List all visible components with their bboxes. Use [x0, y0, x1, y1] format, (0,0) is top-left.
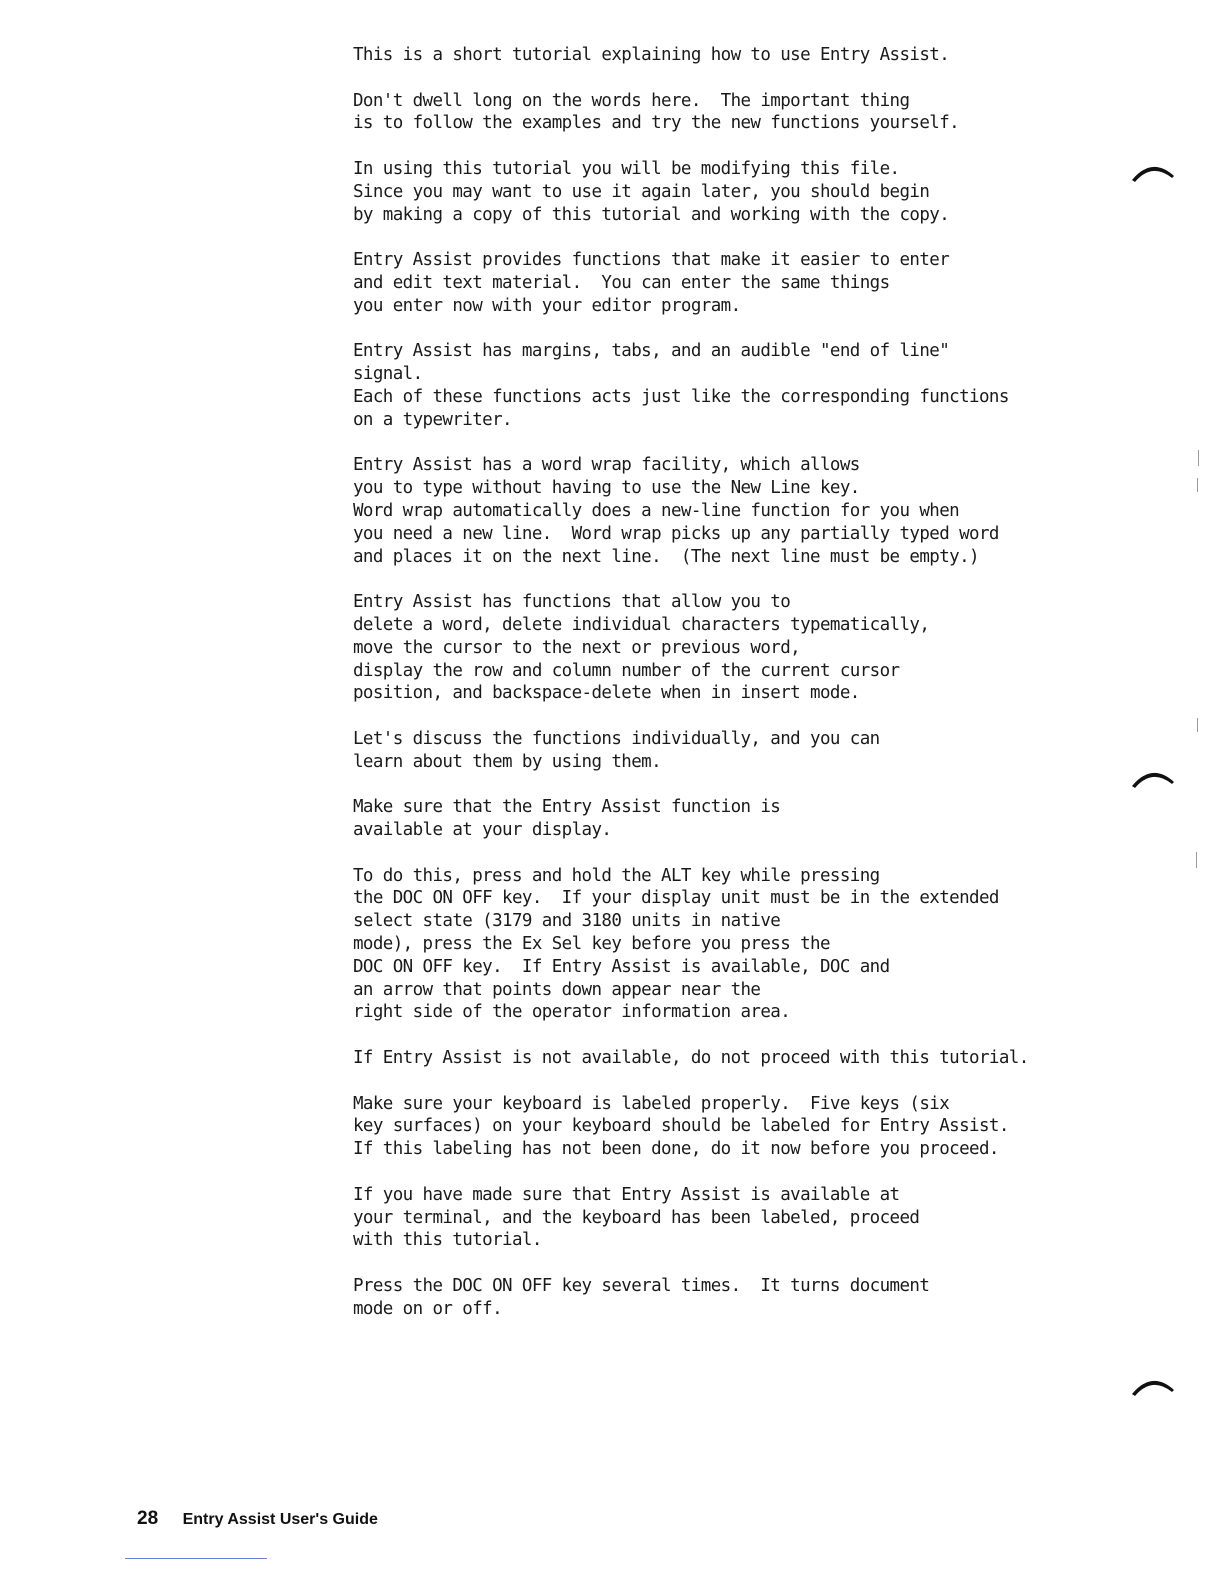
text-line: Each of these functions acts just like the corresponding functions: [353, 386, 1009, 407]
text-line: Since you may want to use it again later, you should begin: [353, 181, 930, 202]
text-line: position, and backspace-delete when in insert mode.: [353, 683, 860, 704]
text-line: you enter now with your editor program.: [353, 295, 741, 316]
text-line: Word wrap automatically does a new-line function for you when: [353, 500, 960, 521]
text-line: by making a copy of this tutorial and working with the copy.: [353, 204, 950, 225]
text-line: key surfaces) on your keyboard should be labeled for Entry Assist.: [353, 1116, 1009, 1137]
text-line: Entry Assist has a word wrap facility, which allows: [353, 455, 860, 476]
text-line: an arrow that points down appear near the: [353, 979, 761, 1000]
paragraph: [353, 90, 1033, 136]
paragraph: [353, 796, 1033, 842]
text-line: To do this, press and hold the ALT key while pressing: [353, 865, 880, 886]
paragraph: [353, 454, 1033, 568]
text-line: Entry Assist has functions that allow you to: [353, 592, 791, 613]
scan-mark: [1197, 718, 1198, 732]
paragraph: [353, 44, 1033, 67]
punch-hole-mark-top: [1130, 156, 1178, 186]
text-line: on a typewriter.: [353, 409, 512, 430]
text-line: display the row and column number of the current cursor: [353, 660, 900, 681]
text-line: In using this tutorial you will be modifying this file.: [353, 158, 900, 179]
page-footer: [137, 1508, 378, 1530]
paragraph: [353, 1184, 1033, 1252]
text-line: with this tutorial.: [353, 1230, 542, 1251]
paragraph: [353, 249, 1033, 317]
text-line: Press the DOC ON OFF key several times. It turns document: [353, 1276, 930, 1297]
scan-mark: [1197, 478, 1198, 492]
text-line: you need a new line. Word wrap picks up any partially typed word: [353, 523, 999, 544]
guide-title: Entry Assist User's Guide: [182, 1511, 378, 1528]
text-line: Make sure that the Entry Assist function is: [353, 797, 781, 818]
text-line: learn about them by using them.: [353, 751, 662, 772]
text-line: available at your display.: [353, 820, 612, 841]
punch-hole-mark-bottom: [1130, 1370, 1178, 1400]
paragraph: [353, 1047, 1033, 1070]
text-line: This is a short tutorial explaining how to use Entry Assist.: [353, 45, 950, 65]
scan-mark: [1198, 450, 1199, 466]
text-line: Make sure your keyboard is labeled properly. Five keys (six: [353, 1093, 950, 1114]
paragraph: [353, 158, 1033, 226]
punch-hole-mark-middle: [1130, 762, 1178, 792]
paragraph: [353, 728, 1033, 774]
page-number: 28: [137, 1508, 159, 1529]
paragraph: [353, 1275, 1033, 1321]
text-line: Entry Assist has margins, tabs, and an audible "end of line": [353, 341, 950, 362]
text-line: select state (3179 and 3180 units in native: [353, 911, 781, 932]
text-line: mode), press the Ex Sel key before you press the: [353, 934, 830, 955]
scan-mark: [1196, 852, 1197, 868]
text-line: the DOC ON OFF key. If your display unit must be in the extended: [353, 888, 999, 909]
text-line: is to follow the examples and try the new functions yourself.: [353, 113, 960, 134]
paragraph: [353, 1093, 1033, 1161]
paragraph: [353, 591, 1033, 705]
paragraph: [353, 865, 1033, 1025]
paragraph: [353, 340, 1033, 431]
text-line: If you have made sure that Entry Assist is available at: [353, 1184, 900, 1205]
text-line: mode on or off.: [353, 1298, 503, 1319]
text-line: move the cursor to the next or previous word,: [353, 637, 801, 658]
text-line: DOC ON OFF key. If Entry Assist is available, DOC and: [353, 956, 890, 977]
footer-rule: [125, 1558, 267, 1559]
text-line: Don't dwell long on the words here. The important thing: [353, 90, 910, 111]
text-line: Entry Assist provides functions that make it easier to enter: [353, 250, 950, 271]
text-line: If this labeling has not been done, do it now before you proceed.: [353, 1139, 999, 1160]
text-line: right side of the operator information area.: [353, 1002, 791, 1023]
text-line: your terminal, and the keyboard has been labeled, proceed: [353, 1207, 920, 1228]
tutorial-body: [353, 44, 1033, 1343]
text-line: and edit text material. You can enter the same things: [353, 272, 890, 293]
text-line: signal.: [353, 364, 423, 385]
text-line: and places it on the next line. (The next line must be empty.): [353, 546, 979, 567]
text-line: If Entry Assist is not available, do not proceed with this tutorial.: [353, 1048, 1029, 1069]
text-line: Let's discuss the functions individually, and you can: [353, 728, 880, 749]
text-line: you to type without having to use the New Line key.: [353, 478, 860, 499]
text-line: delete a word, delete individual characters typematically,: [353, 614, 930, 635]
